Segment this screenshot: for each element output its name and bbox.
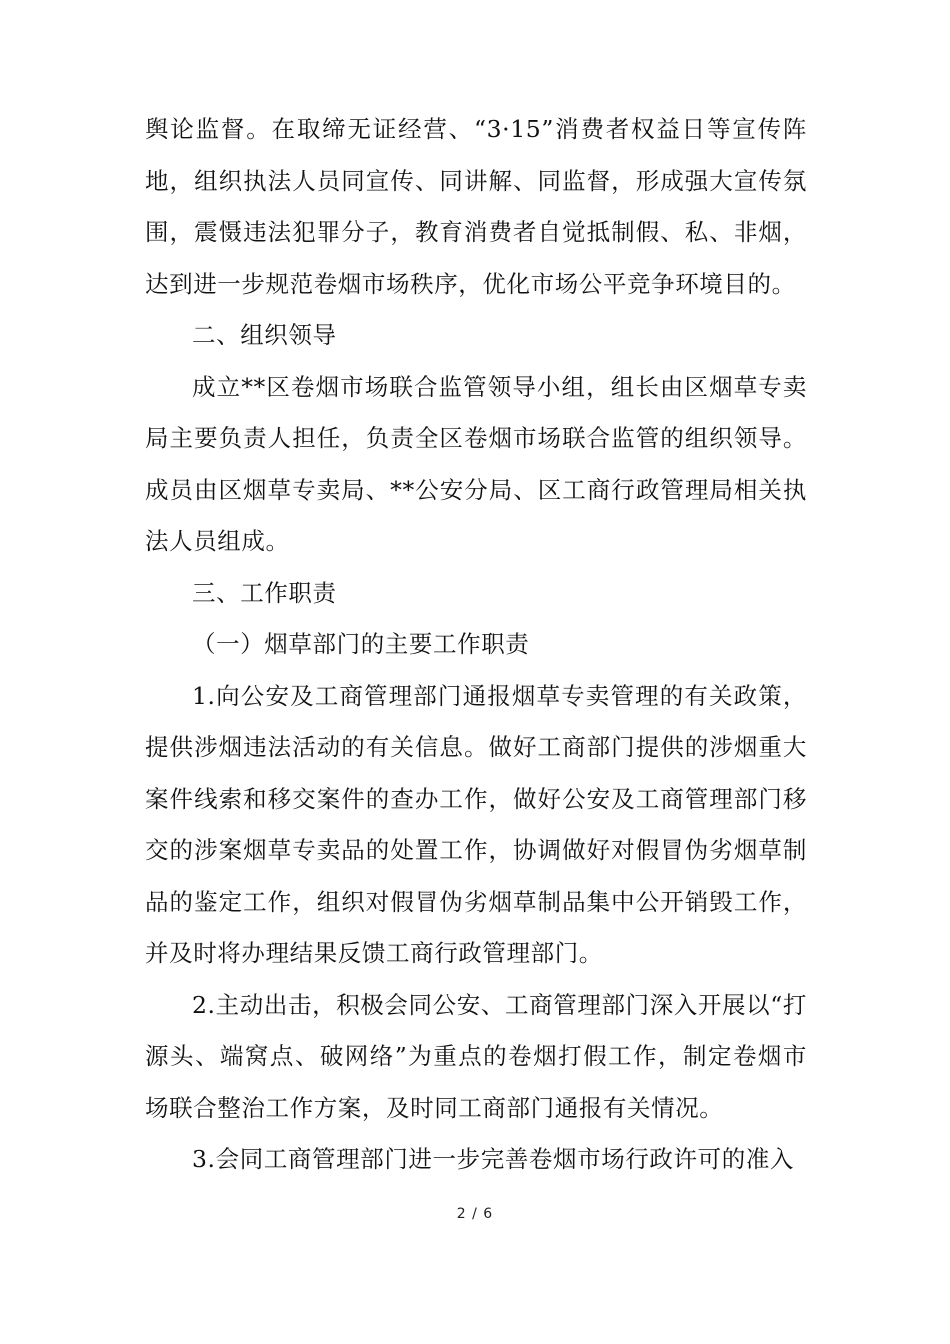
- heading-work-duties: 三、工作职责: [192, 578, 337, 607]
- paragraph-duty-2: 2.主动出击，积极会同公安、工商管理部门深入开展以“打源头、端窝点、破网络”为重点的卷烟打假工作，制定卷烟市场联合整治工作方案，及时同工商部门通报有关情况。: [145, 990, 807, 1122]
- page-number: 2 / 6: [456, 1206, 494, 1222]
- paragraph-publicity: 舆论监督。在取缔无证经营、“3·15”消费者权益日等宣传阵地，组织执法人员同宣传、同讲解、同监督，形成强大宣传氛围，震慑违法犯罪分子，教育消费者自觉抵制假、私、非烟，达到进一步规范卷烟市场秩序，优化市场公平竞争环境目的。: [145, 115, 807, 298]
- paragraph-duty-1: 1.向公安及工商管理部门通报烟草专卖管理的有关政策，提供涉烟违法活动的有关信息。做好工商部门提供的涉烟重大案件线索和移交案件的查办工作，做好公安及工商管理部门移交的涉案烟草专卖品的处置工作，协调做好对假冒伪劣烟草制品的鉴定工作，组织对假冒伪劣烟草制品集中公开销毁工作，并及时将办理结果反馈工商行政管理部门。: [145, 681, 807, 967]
- heading-organization-leadership: 二、组织领导: [192, 321, 337, 349]
- subheading-tobacco-department-duties: （一）烟草部门的主要工作职责: [192, 630, 530, 658]
- document-body: [145, 104, 807, 1186]
- paragraph-duty-3: 3.会同工商管理部门进一步完善卷烟市场行政许可的准入: [192, 1145, 795, 1173]
- paragraph-leadership-group: 成立**区卷烟市场联合监管领导小组，组长由区烟草专卖局主要负责人担任，负责全区卷烟市场联合监管的组织领导。成员由区烟草专卖局、**公安分局、区工商行政管理局相关执法人员组成。: [145, 372, 807, 555]
